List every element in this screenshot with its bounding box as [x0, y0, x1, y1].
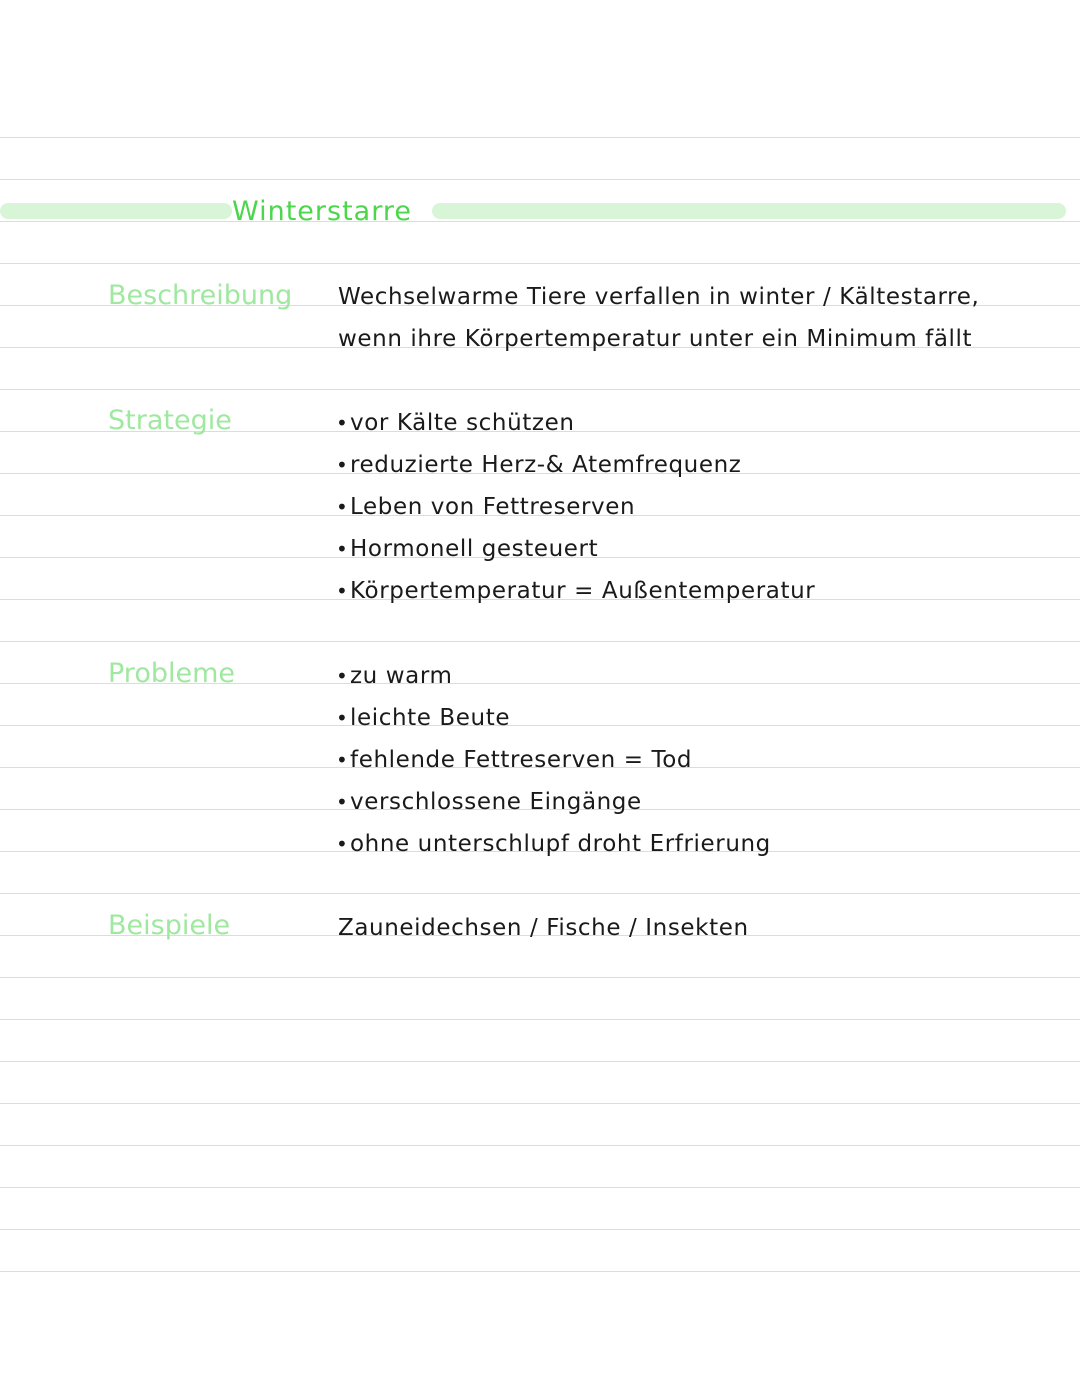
section-label-probleme: Probleme	[108, 658, 235, 689]
probleme-item	[336, 698, 510, 738]
title-highlight-left	[0, 203, 232, 219]
ruled-line	[0, 893, 1080, 894]
strategie-item	[336, 487, 635, 527]
ruled-line	[0, 263, 1080, 264]
beschreibung-line-1: Wechselwarme Tiere verfallen in winter / Kältestarre,	[338, 284, 980, 310]
ruled-line	[0, 221, 1080, 222]
probleme-item	[336, 656, 453, 696]
ruled-line	[0, 725, 1080, 726]
ruled-line	[0, 1061, 1080, 1062]
note-title: Winterstarre	[232, 196, 412, 227]
ruled-line	[0, 1271, 1080, 1272]
bullet-dot: •	[336, 579, 349, 603]
bullet-dot: •	[336, 537, 349, 561]
bullet-dot: •	[336, 748, 349, 772]
title-highlight-right	[432, 203, 1066, 219]
ruled-line	[0, 137, 1080, 138]
ruled-line	[0, 1187, 1080, 1188]
section-label-beschreibung: Beschreibung	[108, 280, 293, 311]
strategie-item-text: Körpertemperatur = Außentemperatur	[350, 578, 816, 604]
probleme-item-text: verschlossene Eingänge	[350, 789, 642, 815]
strategie-item-text: reduzierte Herz-& Atemfrequenz	[350, 452, 742, 478]
probleme-item	[336, 782, 642, 822]
probleme-item	[336, 824, 771, 864]
strategie-item	[336, 445, 741, 485]
bullet-dot: •	[336, 453, 349, 477]
ruled-line	[0, 977, 1080, 978]
section-label-beispiele: Beispiele	[108, 910, 231, 941]
strategie-item	[336, 403, 575, 443]
ruled-line	[0, 641, 1080, 642]
strategie-item	[336, 529, 598, 569]
bullet-dot: •	[336, 706, 349, 730]
probleme-item-text: zu warm	[350, 663, 453, 689]
ruled-line	[0, 1229, 1080, 1230]
probleme-item	[336, 740, 692, 780]
strategie-item	[336, 571, 815, 611]
beschreibung-line-2: wenn ihre Körpertemperatur unter ein Minimum fällt	[338, 326, 973, 352]
probleme-item-text: ohne unterschlupf droht Erfrierung	[350, 831, 771, 857]
ruled-line	[0, 179, 1080, 180]
strategie-item-text: vor Kälte schützen	[350, 410, 575, 436]
ruled-line	[0, 389, 1080, 390]
bullet-dot: •	[336, 790, 349, 814]
bullet-dot: •	[336, 832, 349, 856]
probleme-item-text: leichte Beute	[350, 705, 511, 731]
probleme-item-text: fehlende Fettreserven = Tod	[350, 747, 693, 773]
strategie-item-text: Leben von Fettreserven	[350, 494, 636, 520]
bullet-dot: •	[336, 664, 349, 688]
ruled-line	[0, 1019, 1080, 1020]
bullet-dot: •	[336, 495, 349, 519]
strategie-item-text: Hormonell gesteuert	[350, 536, 599, 562]
ruled-line	[0, 1145, 1080, 1146]
section-label-strategie: Strategie	[108, 405, 232, 436]
beispiele-text: Zauneidechsen / Fische / Insekten	[338, 915, 749, 941]
ruled-line	[0, 1103, 1080, 1104]
bullet-dot: •	[336, 411, 349, 435]
